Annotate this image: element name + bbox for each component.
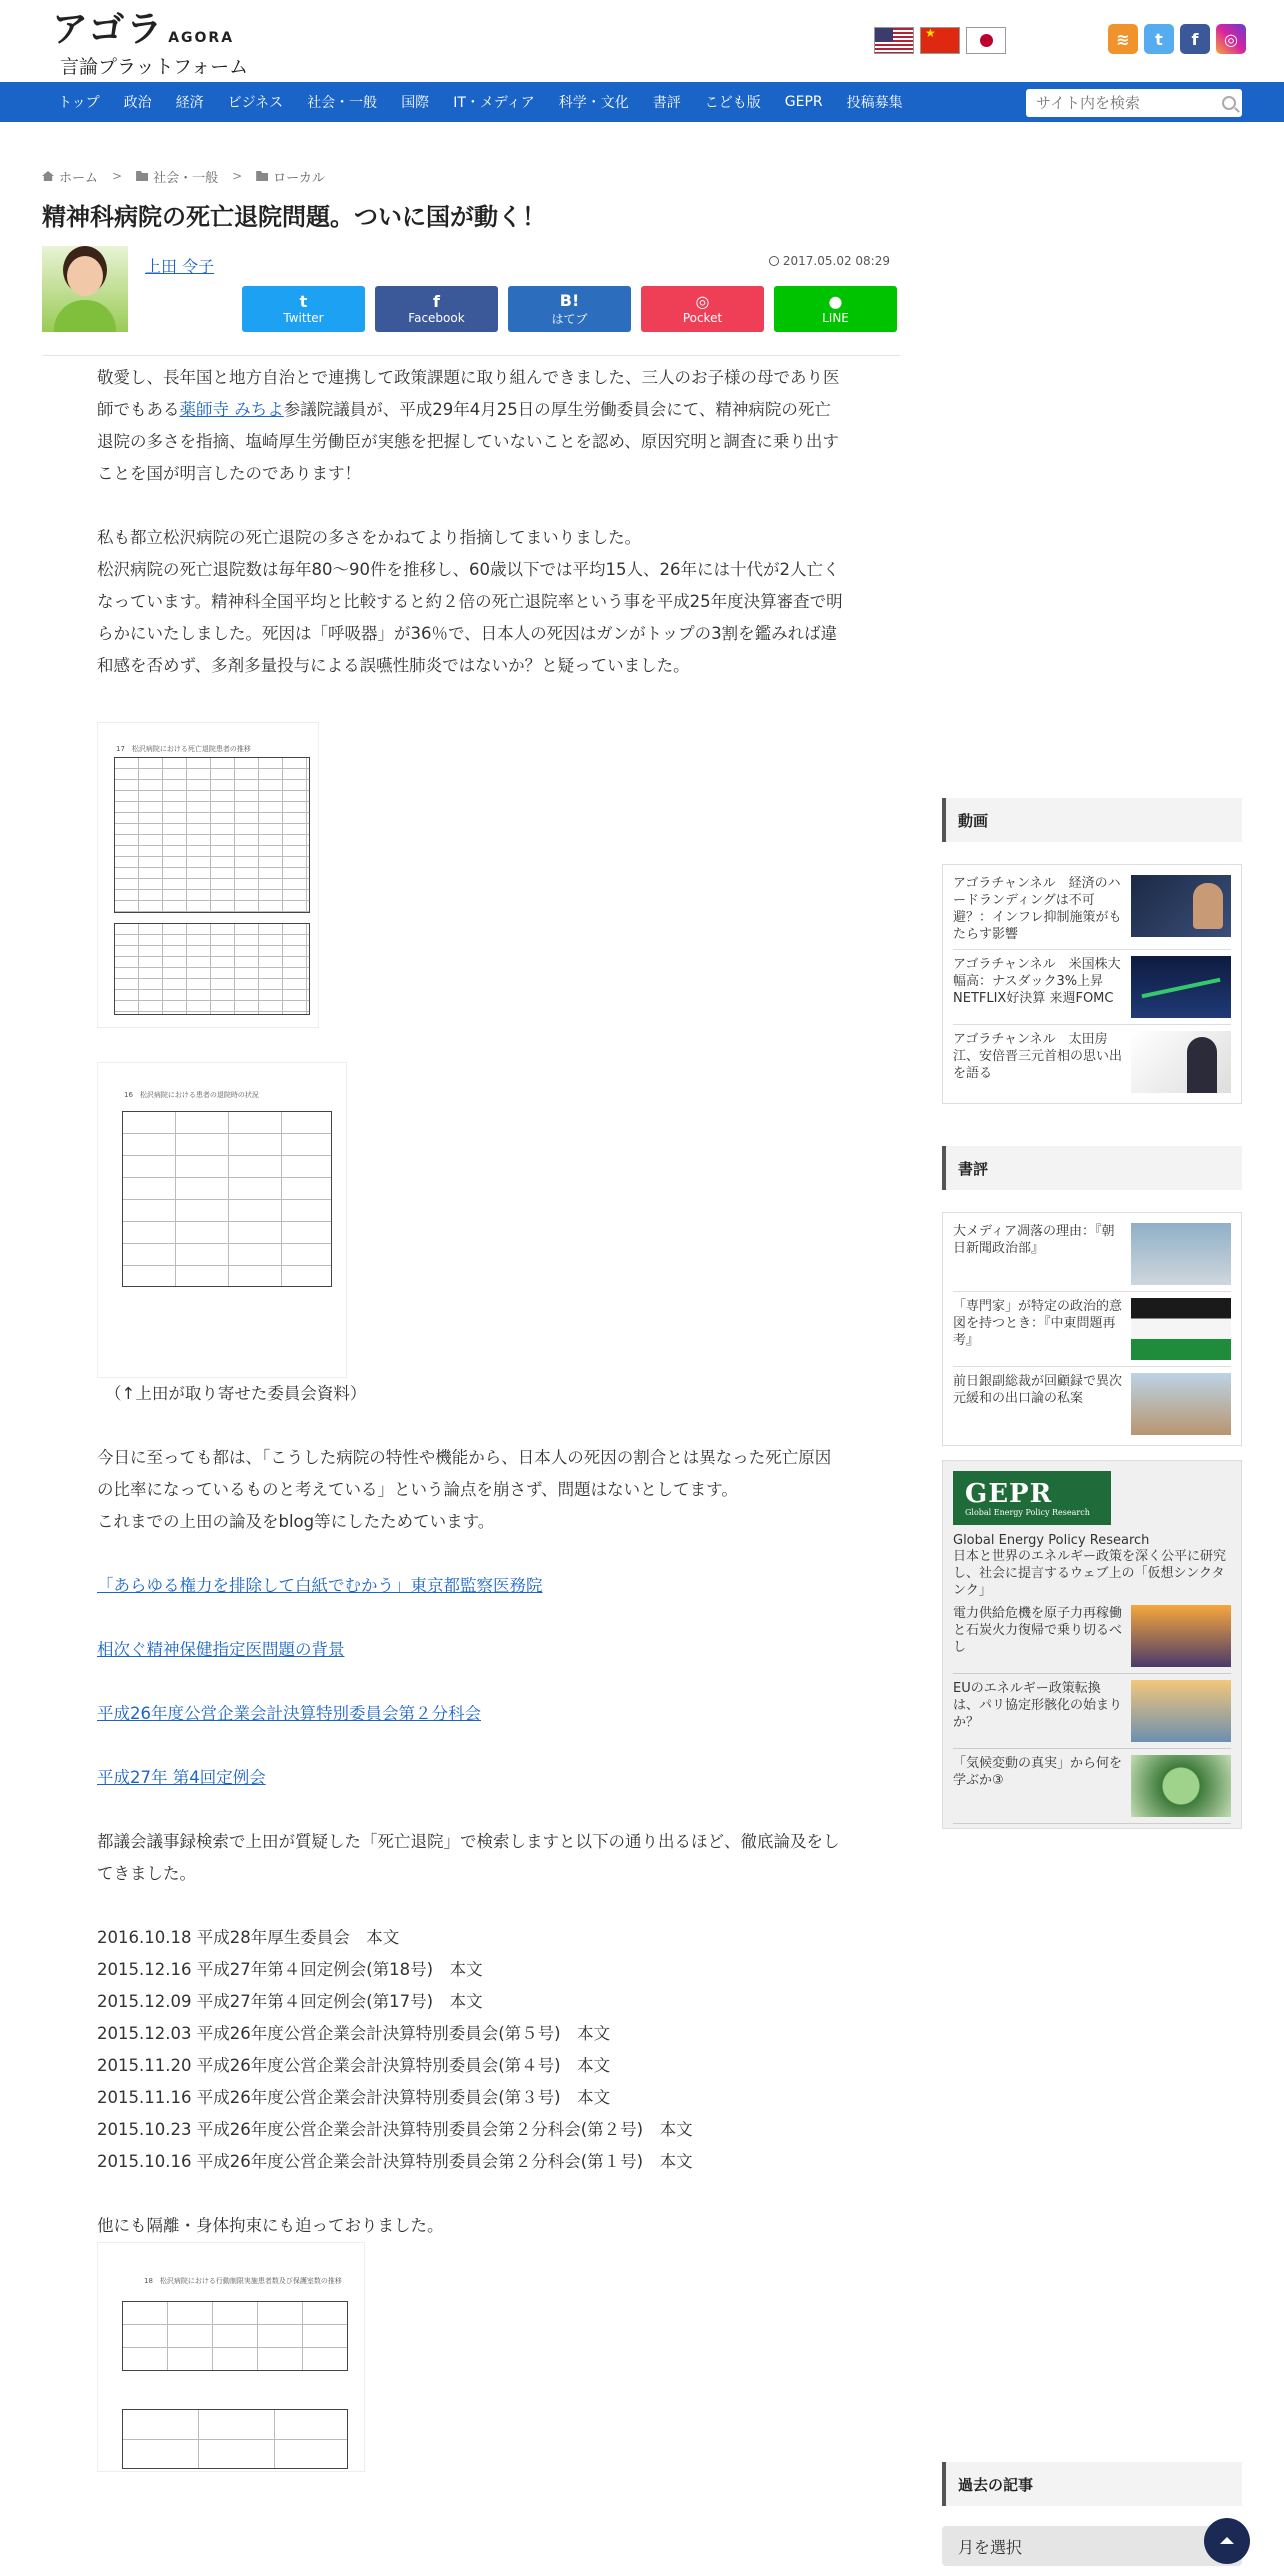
folder-icon xyxy=(256,171,268,181)
author-row xyxy=(42,246,900,356)
gepr-item[interactable]: EUのエネルギー政策転換は、パリ協定形骸化の始まりか？ xyxy=(953,1674,1231,1749)
paragraph: 今日に至っても都は、「こうした病院の特性や機能から、日本人の死因の割合とは異なった死亡原因の比率になっているものと考えている」という論点を崩さず、問題はないとしてます。 xyxy=(97,1448,832,1499)
scroll-to-top-button[interactable] xyxy=(1204,2518,1250,2564)
record-item: 2015.12.16 平成27年第４回定例会(第18号) 本文 xyxy=(97,1960,483,1979)
nav-item[interactable]: 国際 xyxy=(401,95,430,111)
search-input[interactable] xyxy=(1036,94,1216,112)
book-review-item[interactable]: 「専門家」が特定の政治的意図を持つとき：『中東問題再考』 xyxy=(953,1292,1231,1367)
avatar[interactable] xyxy=(42,246,128,332)
logo-main-text: アゴラ xyxy=(52,9,165,50)
document-image xyxy=(97,722,319,1028)
document-image-title: 17 松沢病院における死亡退院患者の推移 xyxy=(116,745,251,753)
clock-icon xyxy=(769,256,779,266)
blog-link[interactable]: 相次ぐ精神保健指定医問題の背景 xyxy=(97,1640,345,1659)
document-table xyxy=(122,2301,348,2371)
widget-title-archive: 過去の記事 xyxy=(942,2462,1242,2506)
paragraph: 都議会議事録検索で上田が質疑した「死亡退院」で検索しますと以下の通り出るほど、徹底論及をしてきました。 xyxy=(97,1832,840,1883)
gepr-thumbnail[interactable] xyxy=(1131,1755,1231,1817)
line-icon: ● xyxy=(828,292,843,311)
record-item: 2015.10.23 平成26年度公営企業会計決算特別委員会第２分科会(第２号) 本文 xyxy=(97,2120,693,2139)
nav-item[interactable]: 経済 xyxy=(175,95,204,111)
author-mention-link[interactable]: 薬師寺 みちよ xyxy=(179,400,284,419)
search-box xyxy=(1026,89,1242,117)
document-table xyxy=(114,923,310,1015)
share-facebook-button[interactable]: f Facebook xyxy=(375,286,498,332)
paragraph: 敬愛し、長年国と地方自治とで連携して政策課題に取り組んできました、三人のお子様の母であり医師でもある薬師寺 みちよ参議院議員が、平成29年4月25日の厚生労働委員会にて、精神病院の死亡退院の多さを指摘、塩崎厚生労働臣が実態を把握していないことを認め、原因究明と調査に乗り出すことを国が明言したのであります！ xyxy=(97,368,840,483)
twitter-icon[interactable]: t xyxy=(1144,24,1174,54)
main-column xyxy=(42,142,900,356)
blog-link[interactable]: 平成27年 第4回定例会 xyxy=(97,1768,266,1787)
breadcrumb-home[interactable]: ホーム xyxy=(42,167,98,186)
nav-item[interactable]: 投稿募集 xyxy=(846,95,903,111)
gepr-thumbnail[interactable] xyxy=(1131,1605,1231,1667)
document-image-title: 16 松沢病院における患者の退院時の状況 xyxy=(124,1091,259,1099)
document-image xyxy=(97,2242,365,2472)
search-icon[interactable] xyxy=(1222,96,1236,110)
video-thumbnail[interactable] xyxy=(1131,875,1231,937)
logo-en-text: AGORA xyxy=(168,30,235,46)
video-thumbnail[interactable] xyxy=(1131,956,1231,1018)
site-header xyxy=(0,0,1284,82)
logo-sub-text: 言論プラットフォーム xyxy=(60,56,249,78)
record-item: 2015.12.03 平成26年度公営企業会計決算特別委員会(第５号) 本文 xyxy=(97,2024,611,2043)
gepr-logo[interactable]: GEPR Global Energy Policy Research xyxy=(953,1471,1111,1525)
month-select[interactable]: 月を選択 xyxy=(942,2526,1242,2566)
facebook-icon[interactable]: f xyxy=(1180,24,1210,54)
document-image-title: 18 松沢病院における行動制限実施患者数及び保護室数の推移 xyxy=(144,2277,342,2285)
instagram-icon[interactable]: ◎ xyxy=(1216,24,1246,54)
home-icon xyxy=(42,171,54,181)
document-image xyxy=(97,1062,347,1378)
paragraph: 私も都立松沢病院の死亡退院の多さをかねてより指摘してまいりました。 xyxy=(97,528,642,547)
book-thumbnail[interactable] xyxy=(1131,1373,1231,1435)
nav-item[interactable]: 政治 xyxy=(123,95,152,111)
book-review-widget xyxy=(942,1212,1242,1446)
gepr-item[interactable]: 電力供給危機を原子力再稼働と石炭火力復帰で乗り切るべし xyxy=(953,1599,1231,1674)
record-item: 2015.10.16 平成26年度公営企業会計決算特別委員会第２分科会(第１号) 本文 xyxy=(97,2152,693,2171)
author-link[interactable]: 上田 令子 xyxy=(145,257,215,276)
jp-flag-icon[interactable] xyxy=(966,27,1006,54)
share-twitter-button[interactable]: t Twitter xyxy=(242,286,365,332)
breadcrumb-category[interactable]: 社会・一般 xyxy=(136,167,218,186)
facebook-icon: f xyxy=(433,292,440,311)
book-review-item[interactable]: 大メディア凋落の理由：『朝日新聞政治部』 xyxy=(953,1217,1231,1292)
sidebar-archive xyxy=(942,2462,1242,2566)
nav-item[interactable]: GEPR xyxy=(784,94,823,110)
gepr-name: Global Energy Policy Research xyxy=(953,1533,1150,1548)
post-date: 2017.05.02 08:29 xyxy=(769,254,890,268)
main-nav xyxy=(0,82,1284,122)
article-body xyxy=(97,362,847,2472)
site-logo[interactable] xyxy=(52,10,248,79)
nav-item[interactable]: こども版 xyxy=(704,95,761,111)
book-review-item[interactable]: 前日銀副総裁が回顧録で異次元緩和の出口論の私案 xyxy=(953,1367,1231,1441)
gepr-widget xyxy=(942,1460,1242,1829)
nav-item[interactable]: 書評 xyxy=(652,95,681,111)
share-line-button[interactable]: ● LINE xyxy=(774,286,897,332)
hatena-icon: B! xyxy=(559,290,580,310)
paragraph: これまでの上田の論及をblog等にしたためています。 xyxy=(97,1512,495,1531)
record-item: 2016.10.18 平成28年厚生委員会 本文 xyxy=(97,1928,400,1947)
gepr-item[interactable]: 「気候変動の真実」から何を学ぶか③ xyxy=(953,1749,1231,1824)
gepr-thumbnail[interactable] xyxy=(1131,1680,1231,1742)
cn-flag-icon[interactable] xyxy=(920,27,960,54)
share-buttons xyxy=(242,286,897,332)
video-thumbnail[interactable] xyxy=(1131,1031,1231,1093)
nav-item[interactable]: トップ xyxy=(58,95,100,111)
rss-icon[interactable]: ≋ xyxy=(1108,24,1138,54)
folder-icon xyxy=(136,171,148,181)
sidebar xyxy=(942,798,1242,1829)
blog-link[interactable]: 平成26年度公営企業会計決算特別委員会第２分科会 xyxy=(97,1704,481,1723)
language-flags xyxy=(874,27,1006,54)
widget-title-books: 書評 xyxy=(942,1146,1242,1190)
record-item: 2015.11.20 平成26年度公営企業会計決算特別委員会(第４号) 本文 xyxy=(97,2056,611,2075)
twitter-icon: t xyxy=(299,292,308,311)
nav-item[interactable]: IT・メディア xyxy=(453,95,535,111)
pocket-icon: ◎ xyxy=(695,292,710,311)
chevron-right-icon: > xyxy=(112,169,123,183)
paragraph: 松沢病院の死亡退院数は毎年80～90件を推移し、60歳以下では平均15人、26年には十代が2人亡くなっています。精神科全国平均と比較すると約２倍の死亡退院率という事を平成25年度決算審査で明らかにいたしました。死因は「呼吸器」が36％で、日本人の死因はガンがトップの3割を鑑みれば違和感を否めず、多剤多量投与による誤嚥性肺炎ではないか？と疑っていました。 xyxy=(97,560,843,675)
document-table xyxy=(122,2409,348,2469)
blog-link[interactable]: 「あらゆる権力を排除して白紙でむかう」東京都監察医務院 xyxy=(97,1576,543,1595)
video-item[interactable]: アゴラチャンネル 太田房江、安倍晋三元首相の思い出を語る xyxy=(953,1025,1231,1099)
document-table xyxy=(114,757,310,913)
share-pocket-button[interactable]: ◎ Pocket xyxy=(641,286,764,332)
record-item: 2015.11.16 平成26年度公営企業会計決算特別委員会(第３号) 本文 xyxy=(97,2088,611,2107)
breadcrumb-subcategory[interactable]: ローカル xyxy=(256,167,325,186)
us-flag-icon[interactable] xyxy=(874,27,914,54)
widget-title-video: 動画 xyxy=(942,798,1242,842)
paragraph: 他にも隔離・身体拘束にも迫っておりました。 xyxy=(97,2216,444,2235)
nav-item[interactable]: 社会・一般 xyxy=(307,95,378,111)
video-item[interactable]: アゴラチャンネル 米国株大幅高：ナスダック3%上昇 NETFLIX好決算 来週FOMC xyxy=(953,950,1231,1025)
page-title: 精神科病院の死亡退院問題。ついに国が動く！ xyxy=(42,203,546,231)
breadcrumb xyxy=(42,142,900,198)
record-list xyxy=(97,1922,847,2178)
image-caption: （↑上田が取り寄せた委員会資料） xyxy=(105,1384,367,1403)
record-item: 2015.12.09 平成27年第４回定例会(第17号) 本文 xyxy=(97,1992,483,2011)
nav-item[interactable]: ビジネス xyxy=(227,95,284,111)
social-links xyxy=(1108,24,1246,54)
book-thumbnail[interactable] xyxy=(1131,1298,1231,1360)
share-hatena-button[interactable]: B! はてブ xyxy=(508,286,631,332)
document-table xyxy=(122,1111,332,1287)
book-thumbnail[interactable] xyxy=(1131,1223,1231,1285)
video-item[interactable]: アゴラチャンネル 経済のハードランディングは不可避？：インフレ抑制施策がもたらす影響 xyxy=(953,869,1231,950)
chevron-right-icon: > xyxy=(232,169,243,183)
video-widget xyxy=(942,864,1242,1104)
nav-item[interactable]: 科学・文化 xyxy=(558,95,629,111)
gepr-description: 日本と世界のエネルギー政策を深く公平に研究し、社会に提言するウェブ上の「仮想シンクタンク」 xyxy=(953,1549,1227,1598)
